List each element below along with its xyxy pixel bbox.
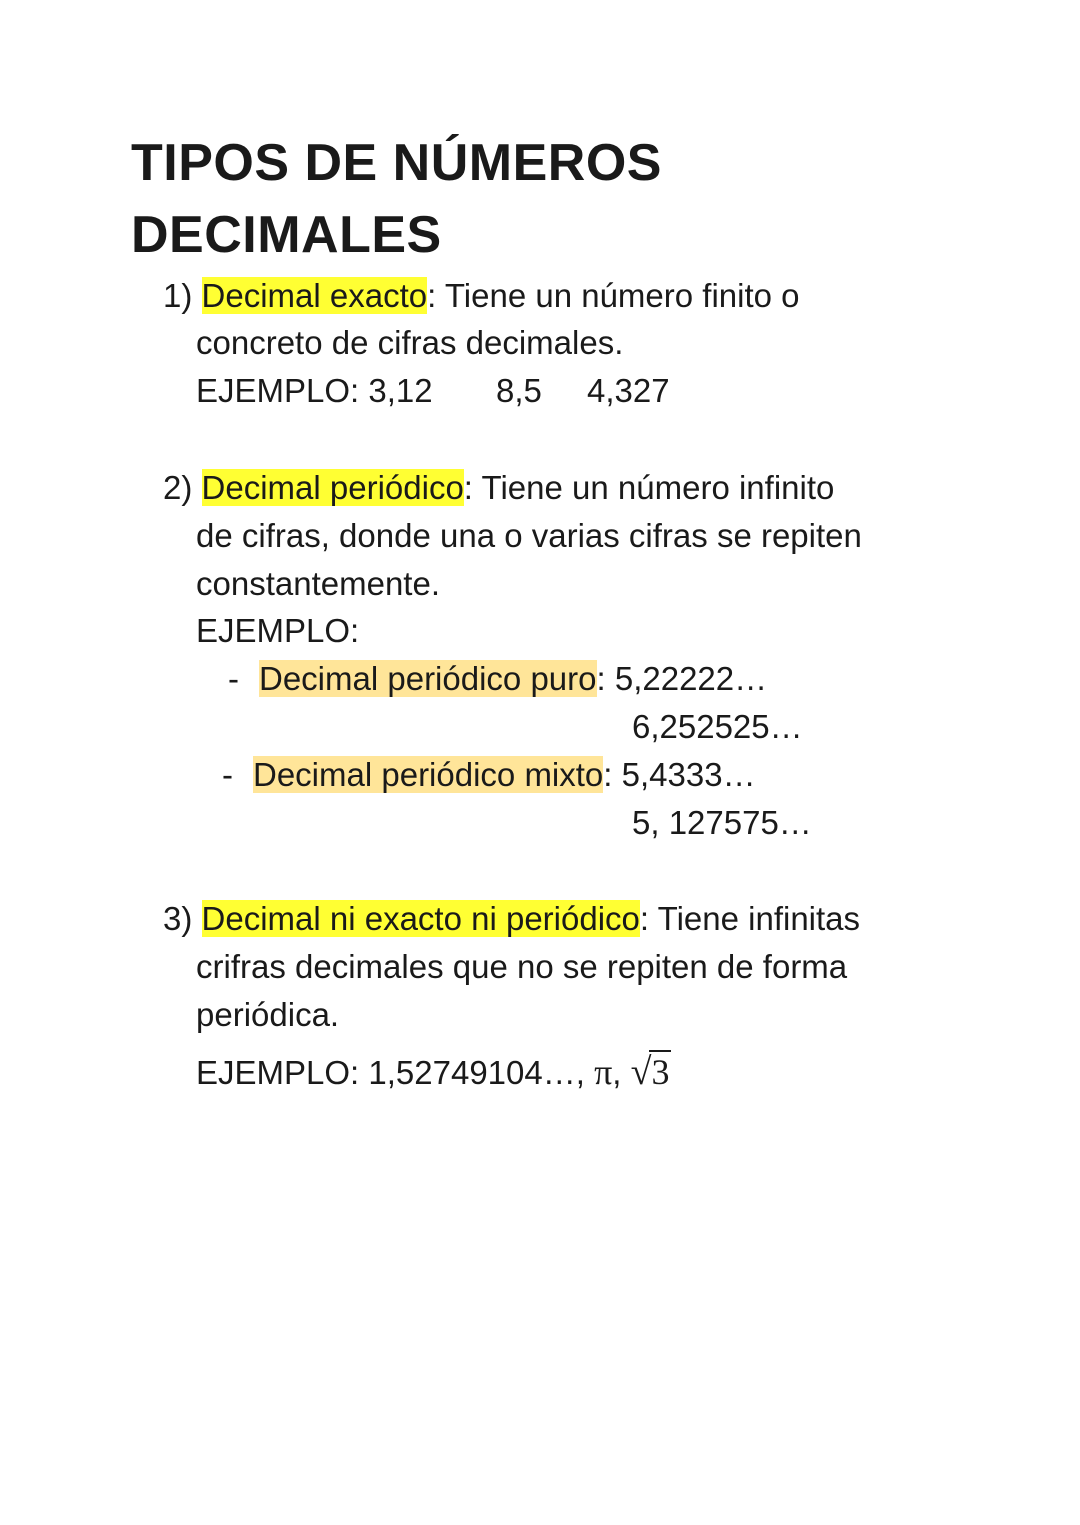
subtype-mixto-value-1: 5,4333… (621, 756, 756, 793)
subtype-puro-value-1: 5,22222… (614, 660, 768, 697)
item-3-term-highlight: Decimal ni exacto ni periódico (201, 900, 640, 937)
item-2-number: 2) (163, 469, 193, 506)
subtype-dash: - (228, 660, 239, 697)
item-3-line-2: crifras decimales que no se repiten de forma (196, 948, 848, 985)
item-1-definition-start: : Tiene un número finito o (427, 277, 800, 314)
subtype-mixto-separator: : (603, 756, 622, 793)
subtype-mixto-line (253, 755, 756, 795)
item-1-term-highlight: Decimal exacto (201, 277, 428, 314)
item-1-line-1 (163, 276, 800, 316)
square-root-expression (631, 1052, 672, 1092)
subtype-puro-separator: : (596, 660, 615, 697)
item-1-line-2: concreto de cifras decimales. (196, 324, 624, 361)
item-3-example-comma: , (612, 1054, 631, 1091)
subtype-puro-line (259, 659, 767, 699)
square-root-radicand: 3 (651, 1052, 670, 1092)
item-1-example-value: 4,327 (587, 372, 670, 409)
item-2-line-1 (163, 468, 834, 508)
item-1-number: 1) (163, 277, 193, 314)
item-1-example-line (196, 371, 433, 411)
item-1-example-value: 3,12 (368, 372, 433, 409)
item-3-example-value: 1,52749104…, (368, 1054, 595, 1091)
subtype-puro-term-highlight: Decimal periódico puro (259, 660, 597, 697)
item-2-term-highlight: Decimal periódico (201, 469, 464, 506)
item-3-example-line (196, 1052, 671, 1093)
item-3-line-1 (163, 899, 860, 939)
subtype-mixto-term-highlight: Decimal periódico mixto (253, 756, 604, 793)
subtype-dash: - (222, 756, 233, 793)
item-2-line-2: de cifras, donde una o varias cifras se repiten (196, 517, 862, 554)
item-2-example-label: EJEMPLO: (196, 612, 360, 649)
item-3-line-3: periódica. (196, 996, 340, 1033)
item-3-example-label: EJEMPLO: (196, 1054, 369, 1091)
item-3-number: 3) (163, 900, 193, 937)
subtype-puro-value-2: 6,252525… (632, 708, 803, 745)
item-3-definition-start: : Tiene infinitas (639, 900, 861, 937)
item-1-example-label: EJEMPLO: (196, 372, 369, 409)
square-root-icon: √ (630, 1051, 652, 1093)
page-title-line-2: DECIMALES (131, 206, 442, 264)
item-2-definition-start: : Tiene un número infinito (463, 469, 835, 506)
item-2-line-3: constantemente. (196, 565, 440, 602)
item-1-example-value: 8,5 (496, 372, 542, 409)
subtype-mixto-value-2: 5, 127575… (632, 804, 812, 841)
page-title-line-1: TIPOS DE NÚMEROS (131, 134, 662, 192)
pi-symbol: π (594, 1052, 613, 1092)
